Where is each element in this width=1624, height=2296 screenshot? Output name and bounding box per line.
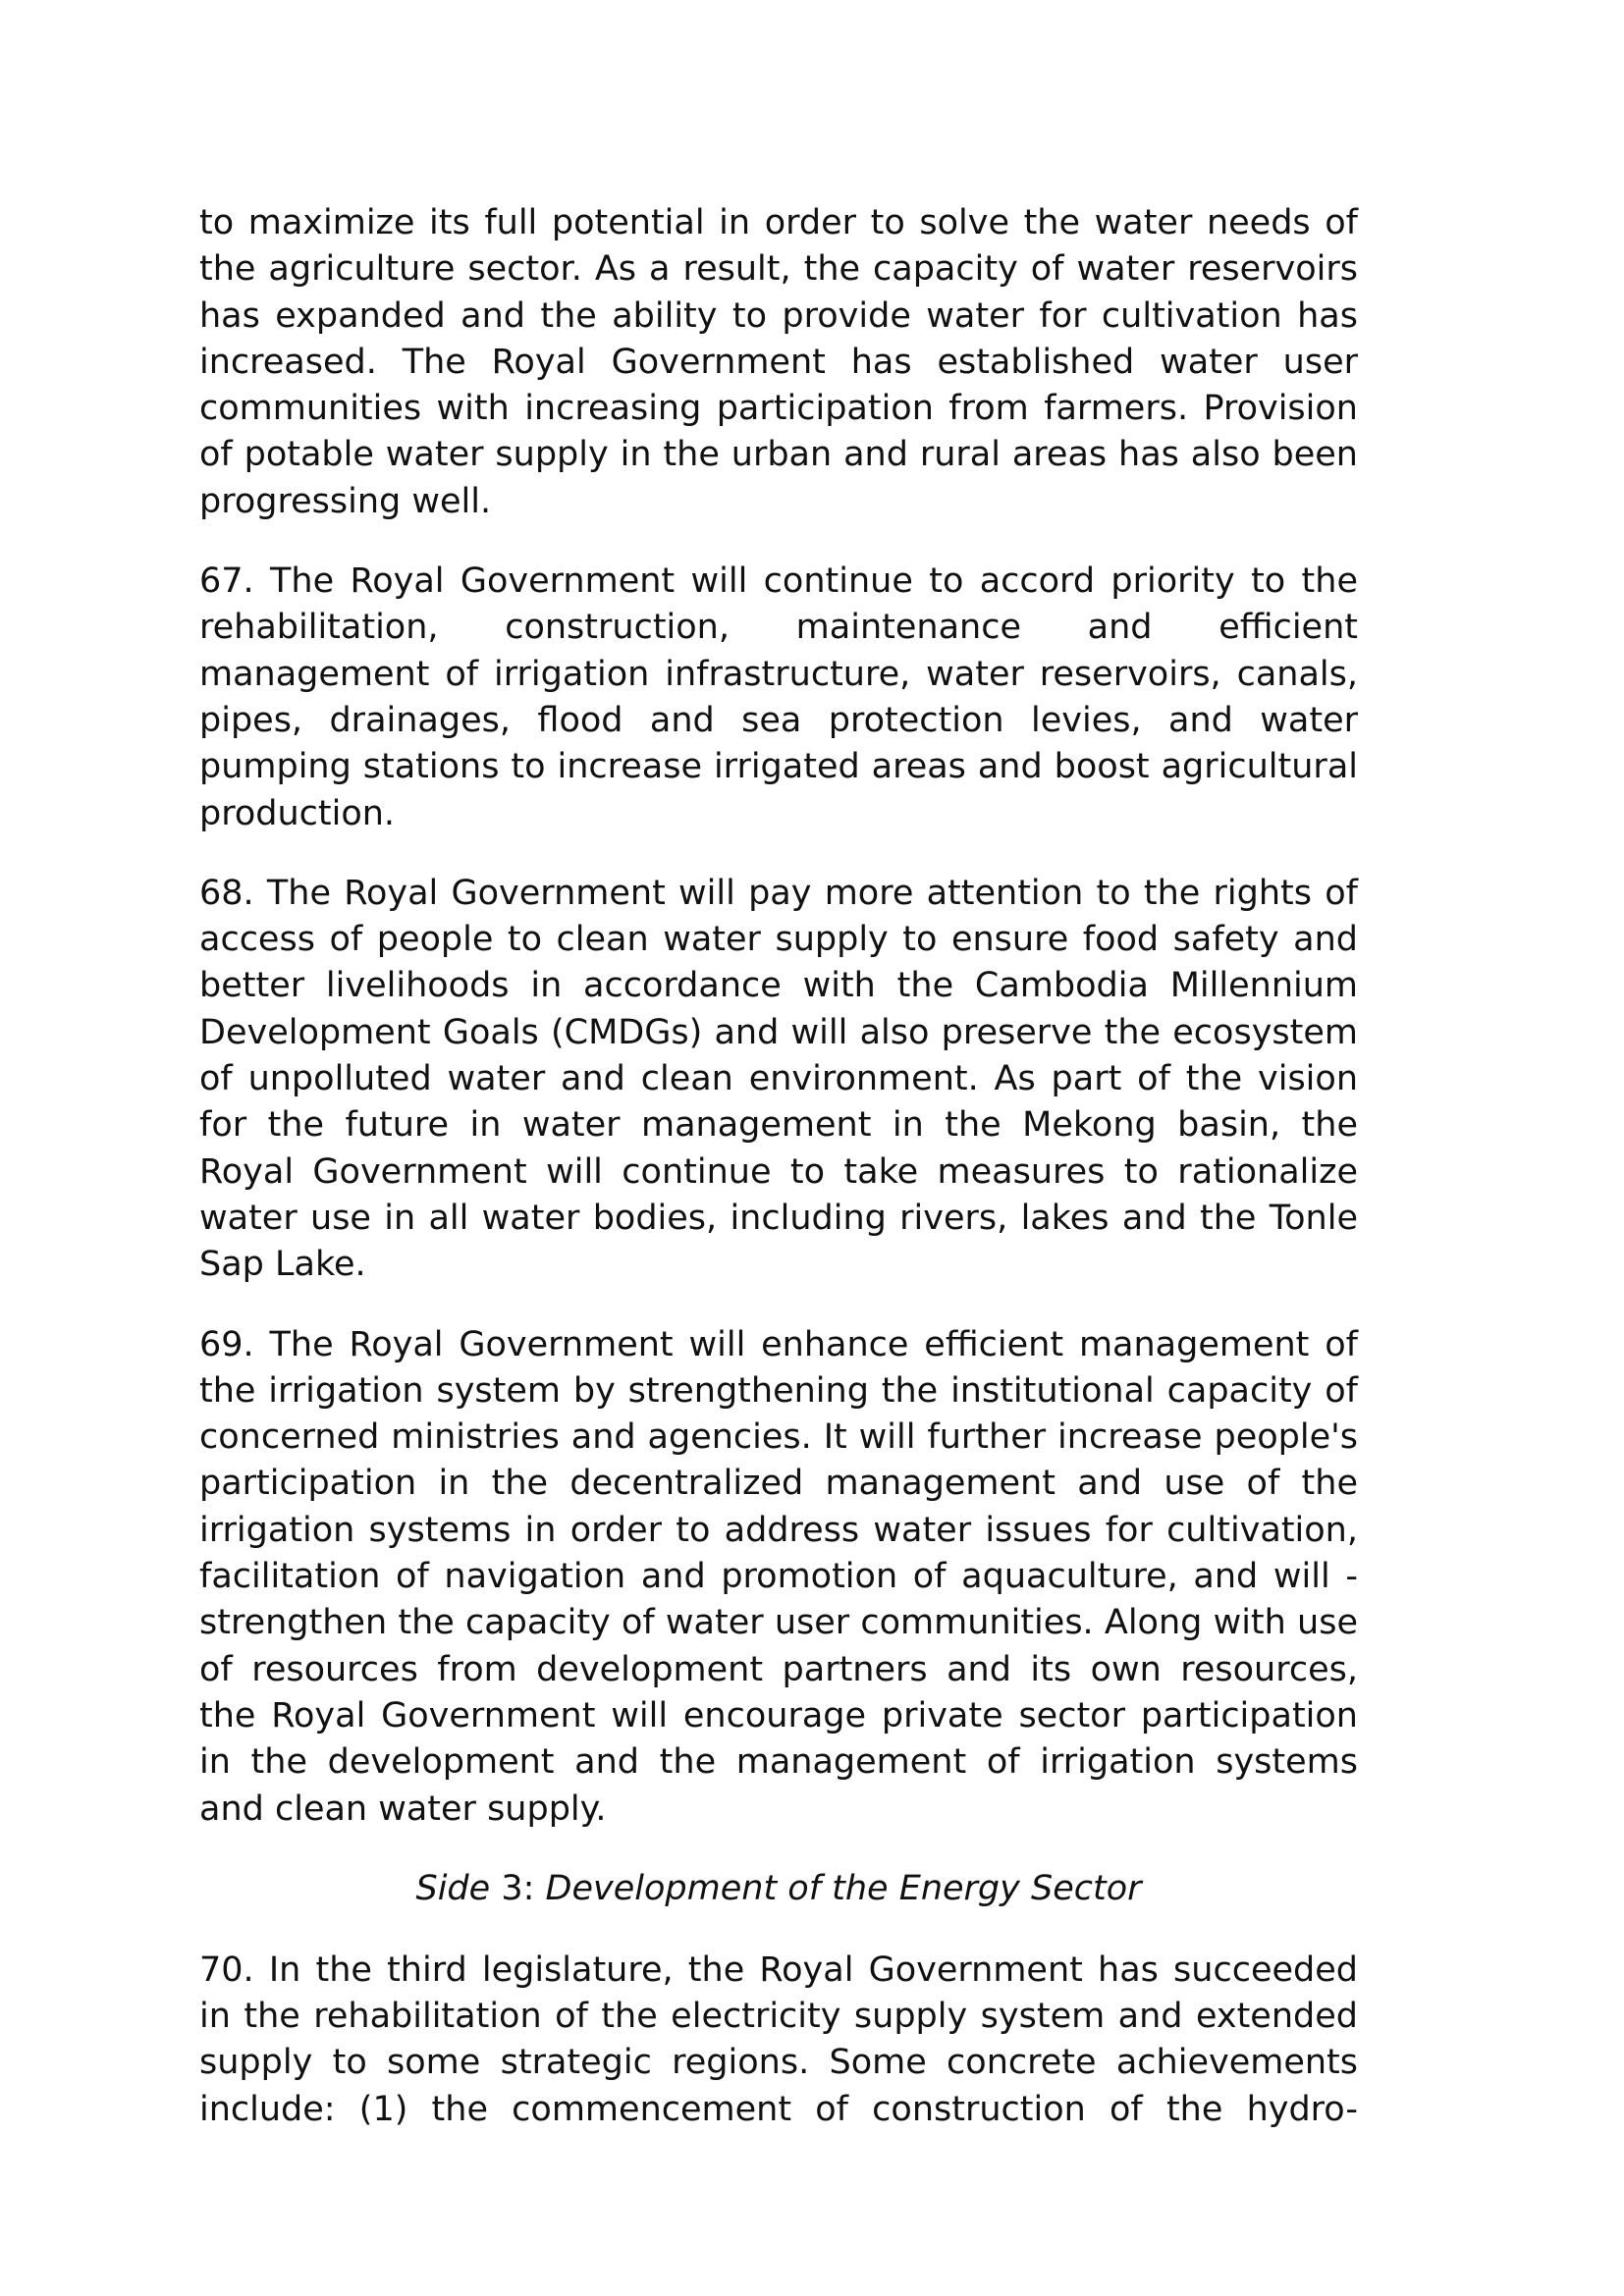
document-page [199, 200, 1358, 2166]
paragraph-69: 69. The Royal Government will enhance efficient management of the irrigation system by strengthening the institutional capacity of concerned ministries and agencies. It will further increase people's participation in the decentralized management and use of the irrigation systems in order to address water issues for cultivation, facilitation of navigation and promotion of aquaculture, and will -strengthen the capacity of water user communities. Along with use of resources from development partners and its own resources, the Royal Government will encourage private sector participation in the development and the management of irrigation systems and clean water supply. [199, 1324, 1358, 1829]
paragraph-70: 70. In the third legislature, the Royal Government has succeeded in the rehabilitation of the electricity supply system and extended supply to some strategic regions. Some concrete achievements include: (1) the commencement of construction of the hydro- [199, 1949, 1358, 2129]
heading-separator: : [522, 1868, 535, 1908]
paragraph-67: 67. The Royal Government will continue to accord priority to the rehabilitation, construction, maintenance and efficient management of irrigation infrastructure, water reservoirs, canals, pipes, drainages, flood and sea protection levies, and water pumping stations to increase irrigated areas and boost agricultural production. [199, 561, 1358, 833]
paragraph-continuation: to maximize its full potential in order to solve the water needs of the agriculture sector. As a result, the capacity of water reservoirs has expanded and the ability to provide water for cultivation has increased. The Royal Government has established water user communities with increasing participation from farmers. Provision of potable water supply in the urban and rural areas has also been progressing well. [199, 203, 1358, 521]
heading-prefix: Side [415, 1868, 491, 1908]
heading-title: Development of the Energy Sector [545, 1868, 1142, 1908]
heading-number: 3 [501, 1868, 523, 1908]
paragraph-68: 68. The Royal Government will pay more attention to the rights of access of people to clean water supply to ensure food safety and better livelihoods in accordance with the Cambodia Millennium Development Goals (CMDGs) and will also preserve the ecosystem of unpolluted water and clean environment. As part of the vision for the future in water management in the Mekong basin, the Royal Government will continue to take measures to rationalize water use in all water bodies, including rivers, lakes and the Tonle Sap Lake. [199, 873, 1358, 1285]
section-heading [199, 1866, 1358, 1912]
